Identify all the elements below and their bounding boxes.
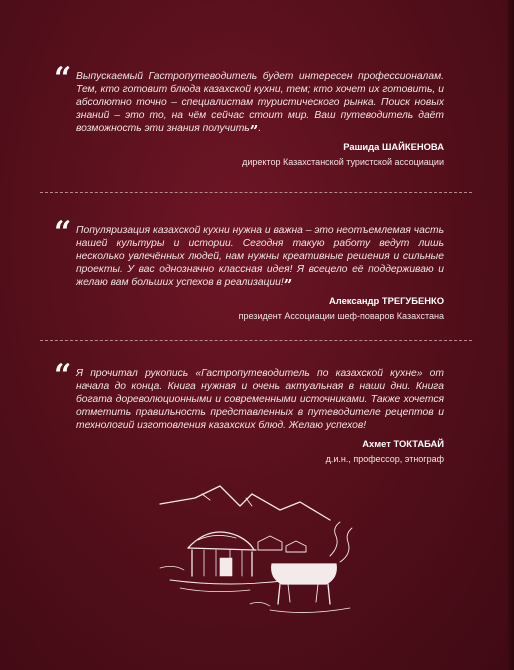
testimonial-1: “ Выпускаемый Гастропутеводитель будет интересен профессионалам. Тем, кто готовит блюда казахской кухни, тем; кто хочет их готовить, и абсолютно точно – специалистам туристического рынка. Поиск новых знаний – это то, на чём сейчас стоит мир. Ваш путеводитель даёт возможность эти знания получить”. Рашида ШАЙКЕНОВА директор Казахстанской туристской ассоциации	[54, 61, 444, 168]
cauldron-icon	[270, 522, 352, 613]
testimonial-author: Александр ТРЕГУБЕНКО	[328, 295, 444, 307]
testimonial-author-role: д.и.н., профессор, этнограф	[325, 454, 444, 465]
testimonial-author-role: директор Казахстанской туристской ассоциации	[242, 157, 444, 168]
open-quote-icon: “	[54, 61, 72, 96]
yurt-icon	[188, 532, 256, 576]
page-edge-shadow	[508, 0, 514, 670]
dashed-divider	[40, 340, 472, 341]
testimonial-text: Я прочитал рукопись «Гастропутеводитель по казахской кухне» от начала до конца. Книга нужная и очень актуальная в наши дни. Книга богата дореволюционными и современными источниками. Также хочется отметить правильность представленных в путеводителе рецептов и технологий изготовления казахских блюд. Желаю успехов!	[76, 368, 444, 432]
close-quote-icon: ”	[249, 122, 259, 141]
open-quote-icon: “	[54, 358, 72, 393]
dashed-divider	[40, 192, 472, 193]
mountains-icon	[160, 486, 330, 520]
testimonial-author: Рашида ШАЙКЕНОВА	[343, 141, 444, 153]
testimonial-text: Популяризация казахской кухни нужна и важна – это неотъемлемая часть нашей культуры и истории. Сегодня такую работу ведут лишь несколько увлечённых людей, нам нужны креативные решения и сильные проекты. У вас однозначно классная идея! Я всецело её поддерживаю и желаю вам больших успехов в реализации!	[76, 225, 444, 289]
open-quote-icon: “	[54, 215, 72, 250]
testimonial-3	[54, 358, 444, 465]
testimonial-2	[54, 215, 444, 322]
testimonial-text: Выпускаемый Гастропутеводитель будет интересен профессионалам. Тем, кто готовит блюда казахской кухни, тем; кто хочет их готовить, и абсолютно точно – специалистам туристического рынка. Поиск новых знаний – это то, на чём сейчас стоит мир. Ваш путеводитель даёт возможность эти знания получить	[76, 71, 444, 135]
close-quote-icon: ”	[283, 276, 293, 295]
testimonial-author: Ахмет ТОКТАБАЙ	[362, 438, 444, 450]
testimonial-author-role: президент Ассоциации шеф-поваров Казахстана	[238, 311, 444, 322]
mountains-yurt-illustration	[140, 484, 380, 624]
